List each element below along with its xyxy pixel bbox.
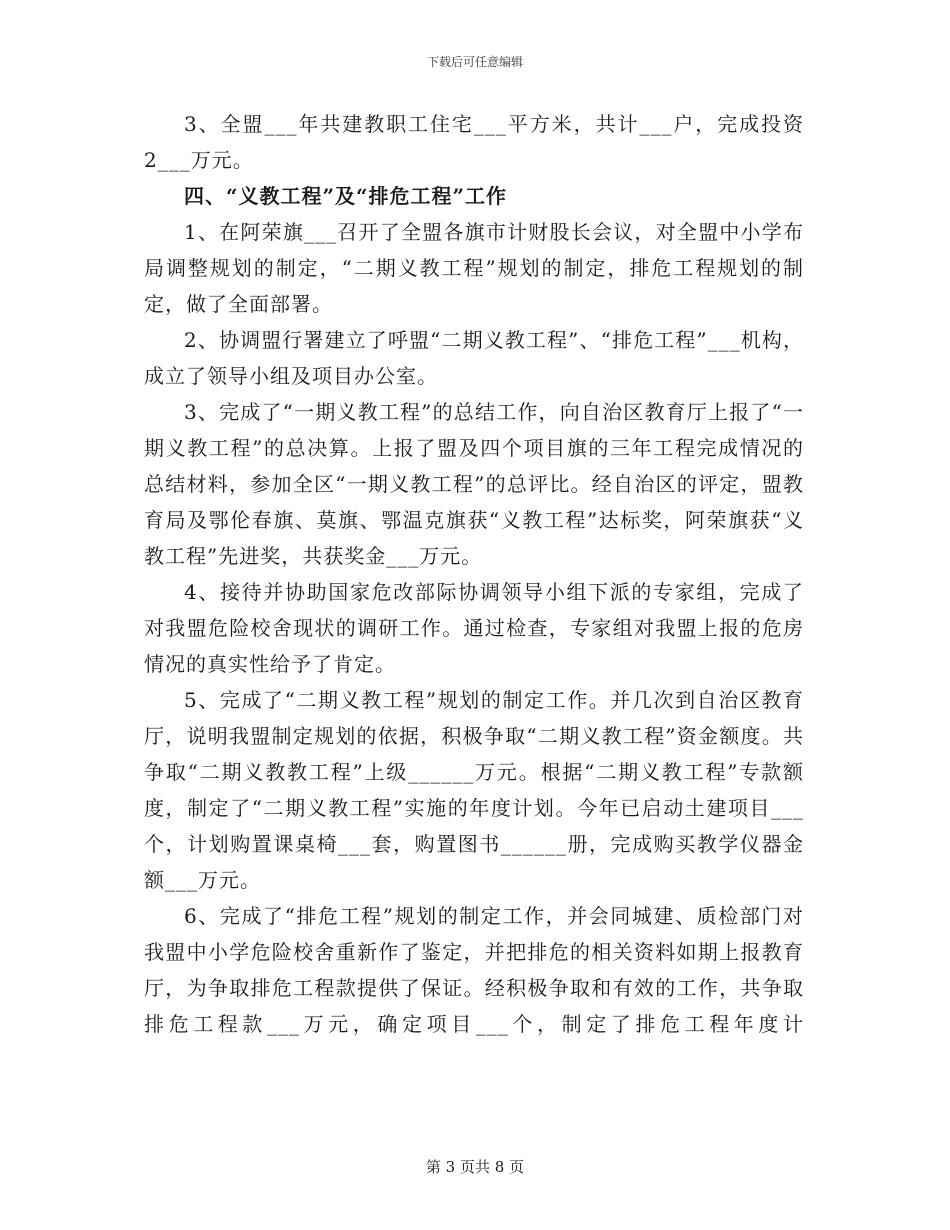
paragraph-item-1: 1、在阿荣旗___召开了全盟各旗市计财股长会议，对全盟中小学布局调整规划的制定，“二期义教工程”规划的制定，排危工程规划的制定，做了全面部署。 — [144, 220, 804, 316]
page-footer: 第 3 页共 8 页 — [425, 1158, 525, 1176]
document-body — [144, 106, 804, 1042]
paragraph-item-5: 5、完成了“二期义教工程”规划的制定工作。并几次到自治区教育厅，说明我盟制定规划的依据，积极争取“二期义教工程”资金额度。共争取“二期义教教工程”上级______万元。根据“二期义教工程”专款额度，制定了“二期义教工程”实施的年度计划。今年已启动土建项目___个，计划购置课桌椅___套，购置图书______册，完成购买教学仪器金额___万元。 — [144, 688, 804, 892]
paragraph-item-6: 6、完成了“排危工程”规划的制定工作，并会同城建、质检部门对我盟中小学危险校舍重新作了鉴定，并把排危的相关资料如期上报教育厅，为争取排危工程款提供了保证。经积极争取和有效的工作，共争取排危工程款___万元，确定项目___个，制定了排危工程年度计 — [144, 904, 804, 1036]
section-heading-4: 四、“义教工程”及“排危工程”工作 — [184, 184, 508, 208]
paragraph-item-2: 2、协调盟行署建立了呼盟“二期义教工程”、“排危工程”___机构，成立了领导小组及项目办公室。 — [144, 328, 804, 388]
paragraph-housing: 3、全盟___年共建教职工住宅___平方米，共计___户，完成投资2___万元。 — [144, 112, 804, 172]
paragraph-item-3: 3、完成了“一期义教工程”的总结工作，向自治区教育厅上报了“一期义教工程”的总决算。上报了盟及四个项目旗的三年工程完成情况的总结材料，参加全区“一期义教工程”的总评比。经自治区的评定，盟教育局及鄂伦春旗、莫旗、鄂温克旗获“义教工程”达标奖，阿荣旗获“义教工程”先进奖，共获奖金___万元。 — [144, 400, 804, 568]
page-header: 下载后可任意编辑 — [426, 55, 523, 69]
paragraph-item-4: 4、接待并协助国家危改部际协调领导小组下派的专家组，完成了对我盟危险校舍现状的调研工作。通过检查，专家组对我盟上报的危房情况的真实性给予了肯定。 — [144, 580, 804, 676]
